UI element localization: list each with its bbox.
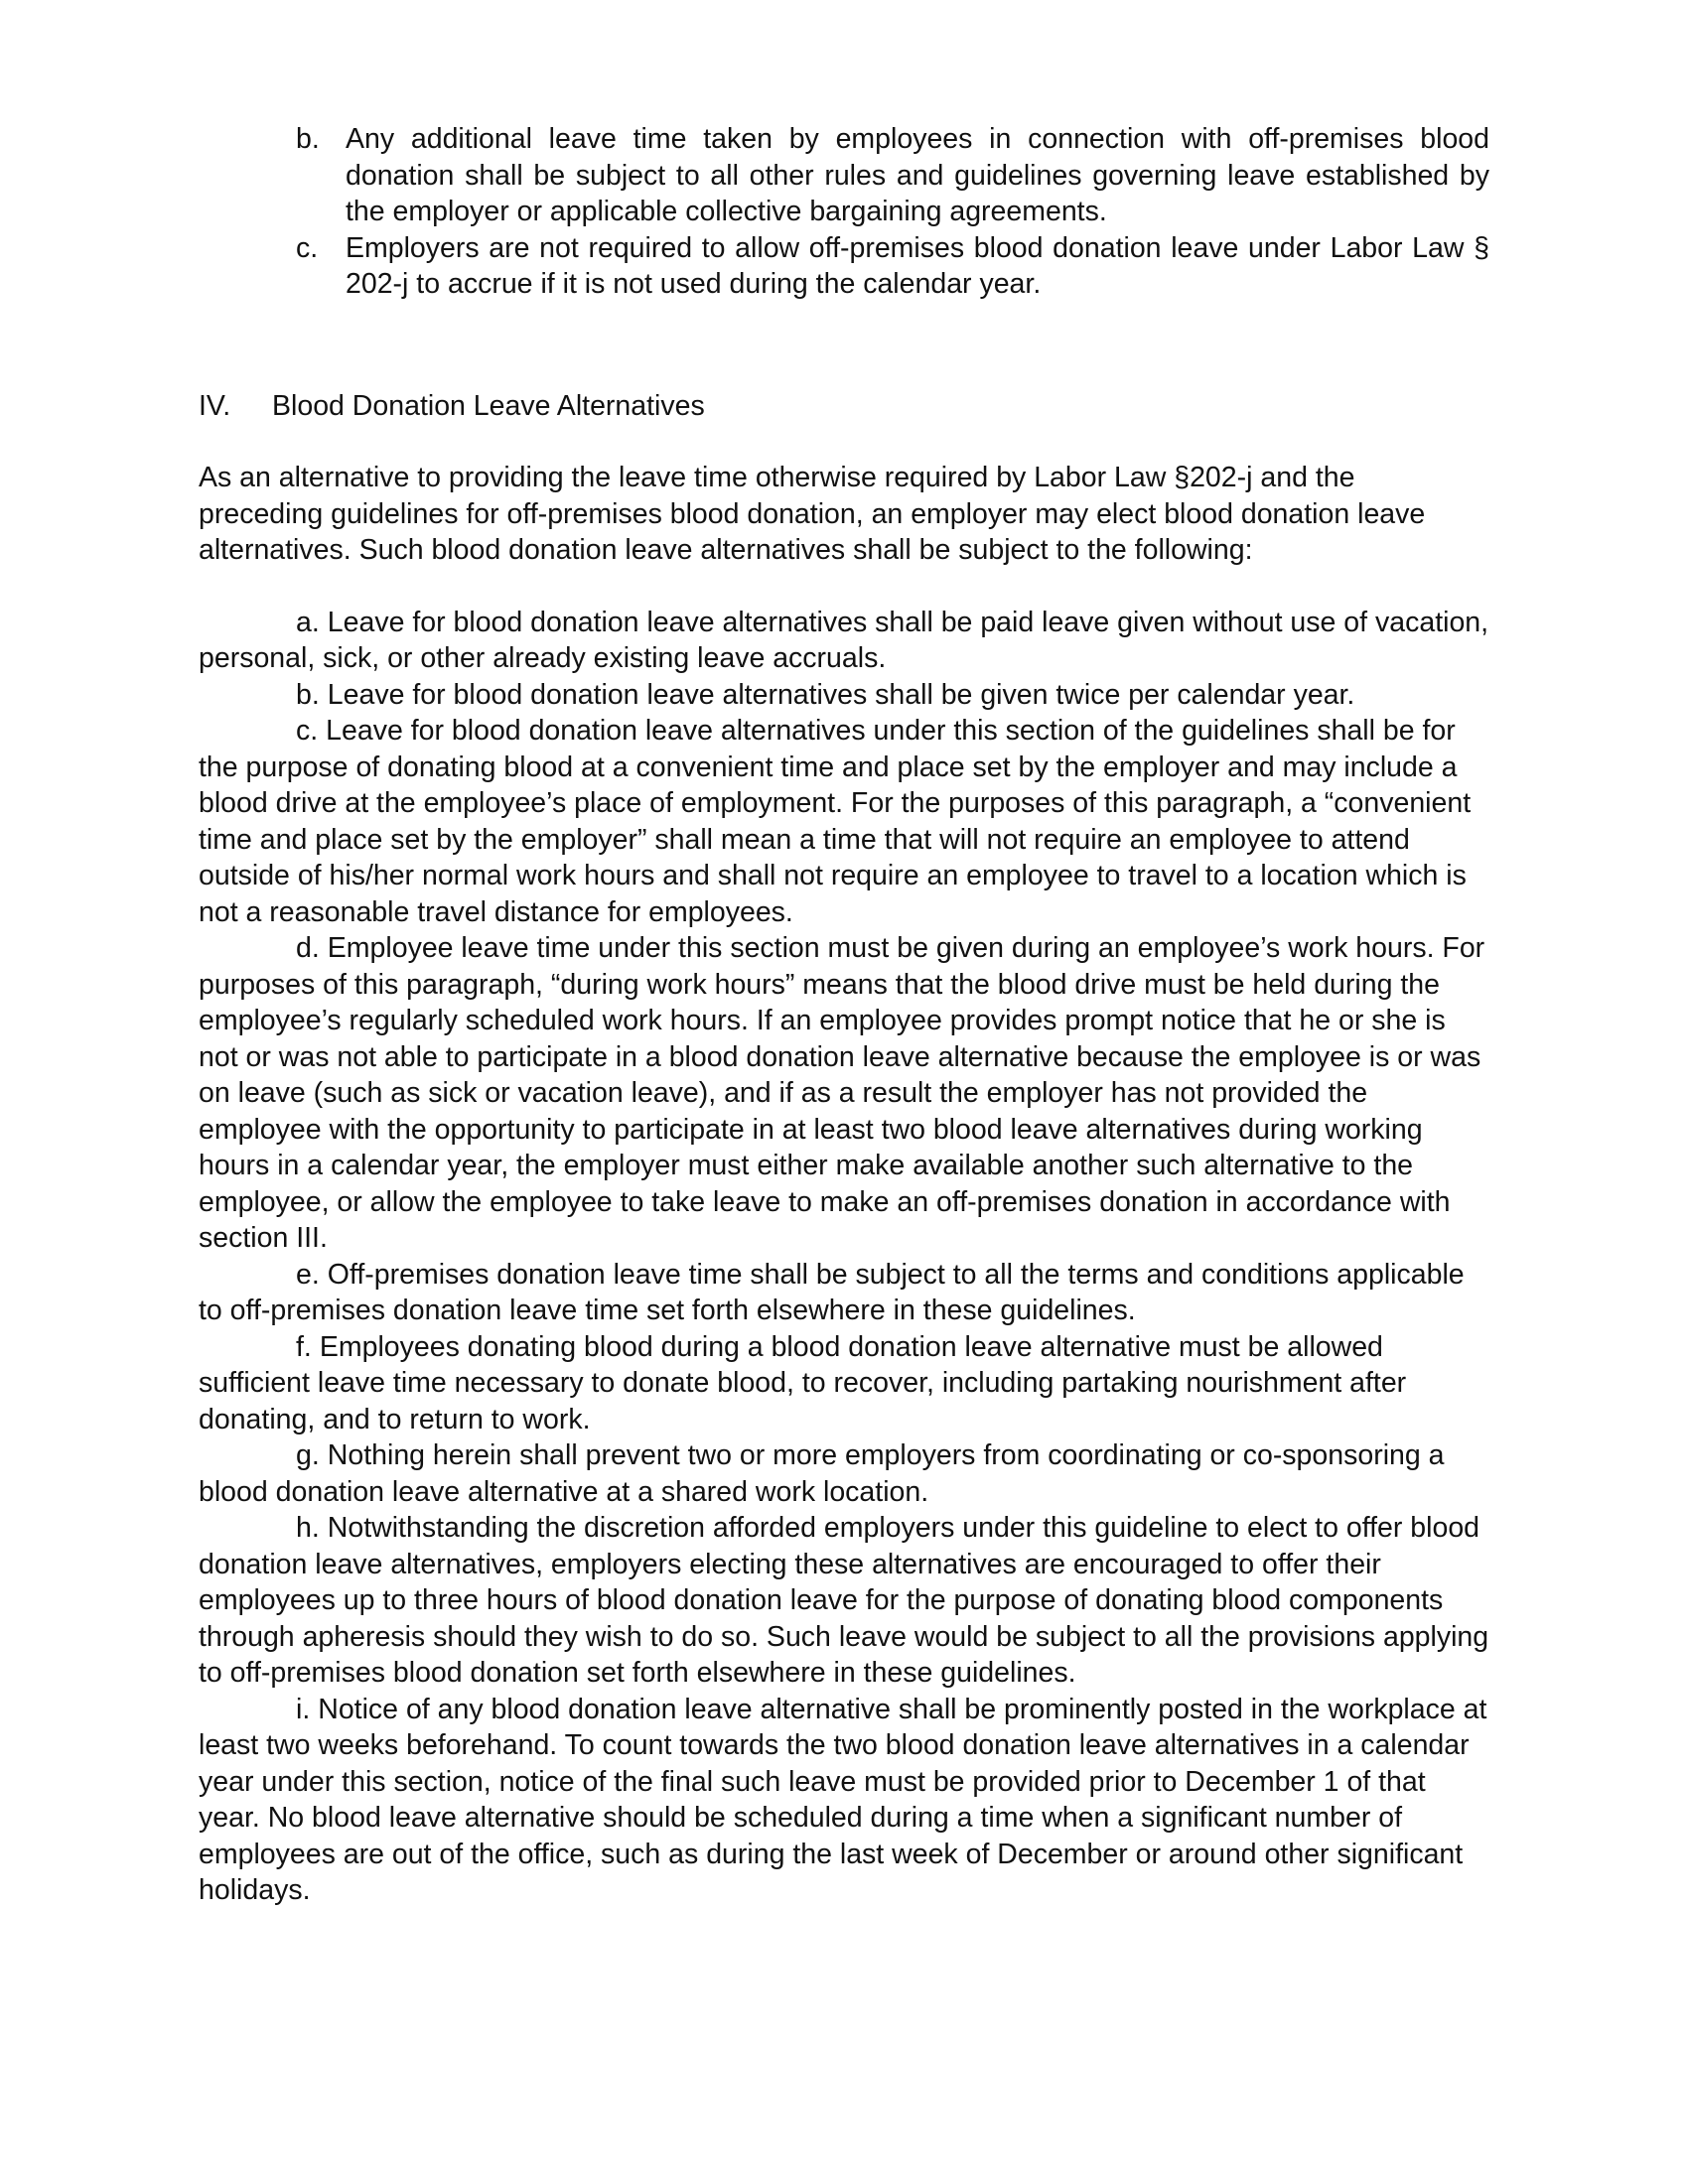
section-title: Blood Donation Leave Alternatives xyxy=(272,389,705,422)
section-number: IV. xyxy=(199,389,231,422)
paragraph-marker: i. xyxy=(296,1693,311,1725)
paragraph-marker: g. xyxy=(296,1439,320,1471)
paragraph-text: Notice of any blood donation leave alternative shall be prominently posted in the workplace at least two weeks beforehand. To count towards the two blood donation leave alternatives in a calendar year under this section, notice of the final such leave must be provided prior to December 1 of that year. No blood leave alternative should be scheduled during a time when a significant number of employees are out of the office, such as during the last week of December or around other significant holidays. xyxy=(199,1693,1487,1906)
paragraph-text: Notwithstanding the discretion afforded employers under this guideline to elect to offer blood donation leave alternatives, employers electing these alternatives are encouraged to offer their employees up to three hours of blood donation leave for the purpose of donating blood components through apheresis should they wish to do so. Such leave would be subject to all the provisions applying to off-premises blood donation set forth elsewhere in these guidelines. xyxy=(199,1512,1489,1689)
paragraph-text: Leave for blood donation leave alternatives under this section of the guidelines shall be for the purpose of donating blood at a convenient time and place set by the employer and may include a blood drive at the employee’s place of employment. For the purposes of this paragraph, a “convenient time and place set by the employer” shall mean a time that will not require an employee to attend outside of his/her normal work hours and shall not require an employee to travel to a location which is not a reasonable travel distance for employees. xyxy=(199,715,1472,928)
list-item-c xyxy=(296,230,1489,303)
section-heading xyxy=(199,388,1489,425)
alternatives-list xyxy=(199,605,1489,1909)
paragraph-marker: d. xyxy=(296,932,320,964)
paragraph-d xyxy=(199,930,1489,1257)
list-marker: c. xyxy=(296,231,319,264)
paragraph-text: Employees donating blood during a blood donation leave alternative must be allowed sufficient leave time necessary to donate blood, to recover, including partaking nourishment after donating, and to return to work. xyxy=(199,1330,1407,1435)
list-item-text: Any additional leave time taken by employees in connection with off-premises blood donation shall be subject to all other rules and guidelines governing leave established by the employer or applicable collective bargaining agreements. xyxy=(346,123,1489,227)
paragraph-g xyxy=(199,1437,1489,1510)
paragraph-text: Off-premises donation leave time shall be subject to all the terms and conditions applicable to off-premises donation leave time set forth elsewhere in these guidelines. xyxy=(199,1258,1465,1326)
paragraph-marker: b. xyxy=(296,678,320,711)
paragraph-a xyxy=(199,605,1489,677)
paragraph-text: Employee leave time under this section must be given during an employee’s work hours. For purposes of this paragraph, “during work hours” means that the blood drive must be held during the employee’s regularly scheduled work hours. If an employee provides prompt notice that he or she is not or was not able to participate in a blood donation leave alternative because the employee is or was on leave (such as sick or vacation leave), and if as a result the employer has not provided the employee with the opportunity to participate in at least two blood leave alternatives during working hours in a calendar year, the employer must either make available another such alternative to the employee, or allow the employee to take leave to make an off-premises donation in accordance with section III. xyxy=(199,932,1485,1254)
paragraph-b xyxy=(199,677,1489,714)
paragraph-text: Nothing herein shall prevent two or more employers from coordinating or co-sponsoring a blood donation leave alternative at a shared work location. xyxy=(199,1439,1445,1508)
intro-paragraph: As an alternative to providing the leave time otherwise required by Labor Law §202-j and the preceding guidelines for off-premises blood donation, an employer may elect blood donation leave alternatives. Such blood donation leave alternatives shall be subject to the following: xyxy=(199,462,1426,566)
continued-list xyxy=(296,121,1489,303)
paragraph-e xyxy=(199,1257,1489,1329)
paragraph-marker: a. xyxy=(296,606,320,638)
list-item-b xyxy=(296,121,1489,230)
page-content xyxy=(199,121,1489,1909)
paragraph-marker: h. xyxy=(296,1512,320,1544)
paragraph-text: Leave for blood donation leave alternatives shall be paid leave given without use of vacation, personal, sick, or other already existing leave accruals. xyxy=(199,606,1489,674)
list-item-text: Employers are not required to allow off-premises blood donation leave under Labor Law § 202-j to accrue if it is not used during the calendar year. xyxy=(346,231,1489,300)
paragraph-f xyxy=(199,1329,1489,1438)
paragraph-c xyxy=(199,713,1489,930)
paragraph-marker: c. xyxy=(296,715,319,747)
paragraph-marker: f. xyxy=(296,1330,312,1363)
paragraph-marker: e. xyxy=(296,1258,320,1291)
paragraph-h xyxy=(199,1510,1489,1692)
paragraph-i xyxy=(199,1692,1489,1909)
paragraph-text: Leave for blood donation leave alternatives shall be given twice per calendar year. xyxy=(327,678,1355,711)
list-marker: b. xyxy=(296,123,320,155)
